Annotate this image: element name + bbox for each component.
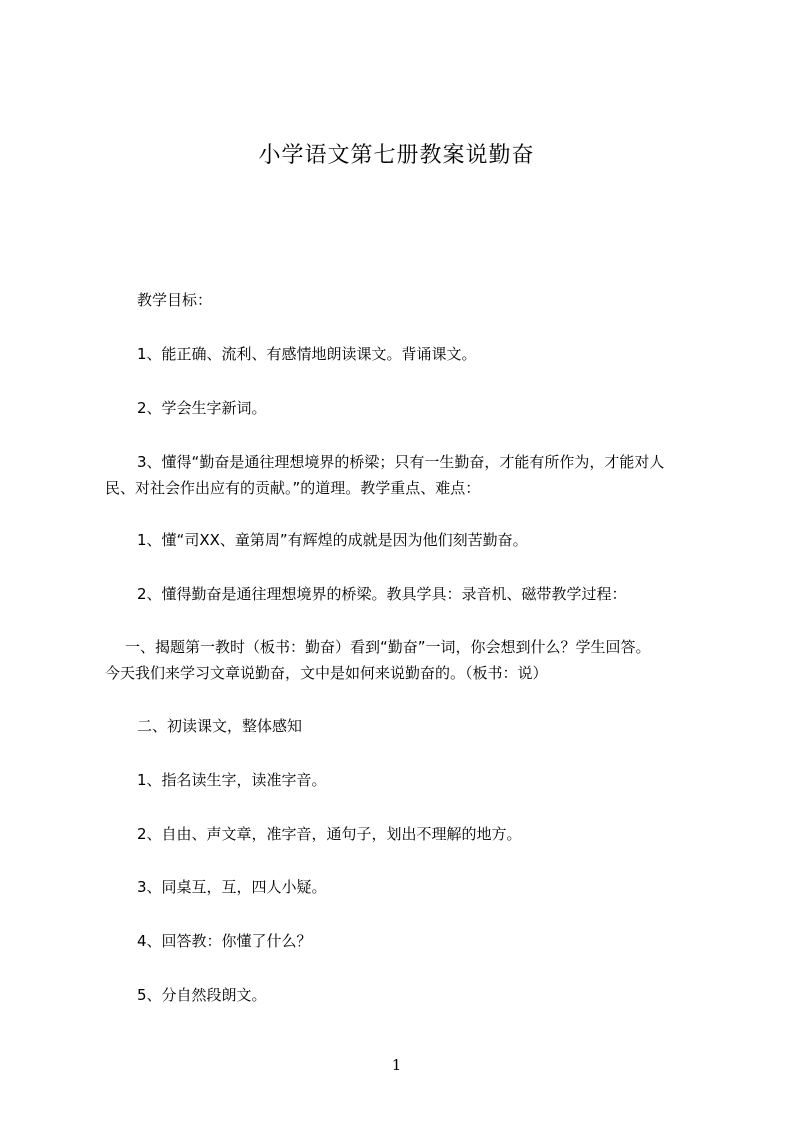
paragraph-line: 2、自由、声文章，准字音，通句子，划出不理解的地方。 xyxy=(137,825,522,843)
paragraph-line: 1、懂“司XX、童第周”有辉煌的成就是因为他们刻苦勤奋。 xyxy=(137,531,528,549)
paragraph-goal-2 xyxy=(107,395,722,421)
paragraph-goal-3 xyxy=(105,449,720,501)
paragraph-line: 民、对社会作出应有的贡献。”的道理。教学重点、难点： xyxy=(105,479,481,497)
paragraph-step-2-3 xyxy=(107,874,722,900)
document-title: 小学语文第七册教案说勤奋 xyxy=(258,143,535,168)
paragraph-line: 5、分自然段朗文。 xyxy=(137,986,267,1004)
paragraph-step-2 xyxy=(107,713,722,739)
paragraph-step-1 xyxy=(105,634,720,686)
paragraph-line: 4、回答教：你懂了什么？ xyxy=(137,932,312,950)
paragraph-key-2 xyxy=(107,581,722,607)
paragraph-goal-1 xyxy=(107,341,722,367)
paragraph-step-2-2 xyxy=(107,821,722,847)
paragraph-step-2-1 xyxy=(107,767,722,793)
paragraph-line: 1、指名读生字，读准字音。 xyxy=(137,771,327,789)
paragraph-line: 3、同桌互，互，四人小疑。 xyxy=(137,878,327,896)
paragraph-step-2-4 xyxy=(107,928,722,954)
paragraph-step-2-5 xyxy=(107,982,722,1008)
paragraph-line: 2、学会生字新词。 xyxy=(137,399,267,417)
paragraph-line: 3、懂得“勤奋是通往理想境界的桥梁；只有一生勤奋，才能有所作为，才能对人 xyxy=(137,453,665,471)
paragraph-line: 1、能正确、流利、有感情地朗读课文。背诵课文。 xyxy=(137,345,477,363)
paragraph-key-1 xyxy=(107,527,722,553)
paragraph-line: 一、揭题第一教时（板书：勤奋）看到“勤奋”一词，你会想到什么？学生回答。 xyxy=(125,638,651,656)
paragraph-line: 教学目标： xyxy=(137,291,213,309)
paragraph-goal-heading xyxy=(107,287,722,313)
paragraph-line: 二、初读课文，整体感知 xyxy=(137,717,303,735)
paragraph-line: 今天我们来学习文章说勤奋，文中是如何来说勤奋的。（板书：说） xyxy=(105,664,548,682)
page-number: 1 xyxy=(391,1056,402,1074)
paragraph-line: 2、懂得勤奋是通往理想境界的桥梁。教具学具：录音机、磁带教学过程： xyxy=(137,585,627,603)
